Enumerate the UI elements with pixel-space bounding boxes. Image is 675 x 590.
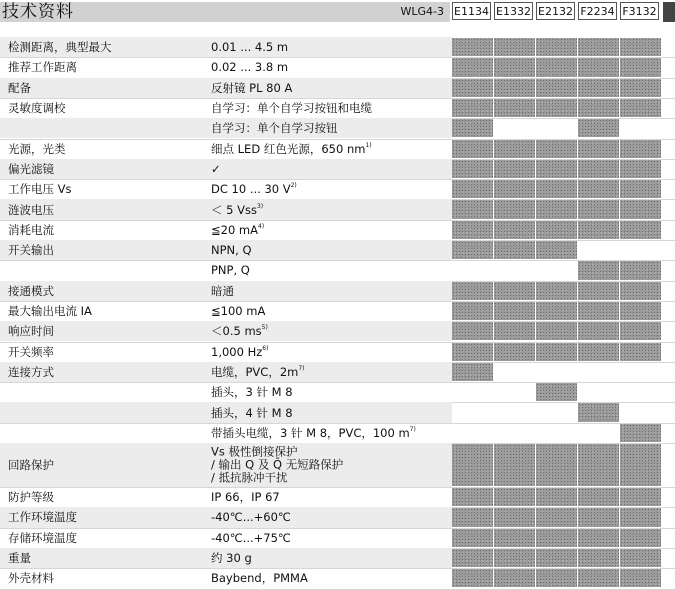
- availability-cell-filled: [494, 529, 535, 547]
- availability-cell-filled: [620, 221, 661, 239]
- model-label: WLG4-3: [400, 5, 444, 18]
- availability-cell-filled: [620, 160, 661, 178]
- table-row: [0, 362, 675, 382]
- row-value-text: 1,000 Hz: [211, 344, 263, 359]
- availability-cells: [452, 444, 662, 486]
- availability-cells: [452, 322, 662, 340]
- availability-cell-empty: [578, 241, 619, 259]
- availability-cell-empty: [494, 403, 535, 421]
- table-row: [0, 321, 675, 341]
- availability-cell-filled: [620, 79, 661, 97]
- availability-cell-filled: [578, 221, 619, 239]
- availability-cell-filled: [578, 488, 619, 506]
- availability-cell-filled: [452, 180, 493, 198]
- availability-cells: [452, 261, 662, 279]
- table-row: [0, 301, 675, 321]
- availability-cell-filled: [578, 508, 619, 526]
- availability-cell-empty: [578, 424, 619, 442]
- availability-cell-filled: [452, 99, 493, 117]
- table-row: [0, 37, 675, 57]
- availability-cells: [452, 180, 662, 198]
- availability-cell-filled: [536, 444, 577, 486]
- availability-cell-filled: [536, 160, 577, 178]
- footnote-ref: 6): [262, 344, 269, 352]
- availability-cell-empty: [620, 403, 661, 421]
- row-label: 接通模式: [8, 283, 54, 298]
- row-value: [211, 384, 293, 400]
- availability-cell-filled: [578, 343, 619, 361]
- row-value: [211, 223, 264, 237]
- availability-cell-filled: [578, 529, 619, 547]
- table-row: [0, 528, 675, 548]
- availability-cell-filled: [578, 322, 619, 340]
- row-value-text: ＜0.5 ms: [211, 324, 262, 339]
- header: [0, 0, 675, 24]
- availability-cell-filled: [494, 99, 535, 117]
- availability-cell-empty: [494, 119, 535, 137]
- availability-cell-filled: [536, 343, 577, 361]
- availability-cells: [452, 140, 662, 158]
- row-value: [211, 80, 292, 96]
- column-header: E1134: [452, 2, 491, 20]
- row-label: 外壳材料: [8, 571, 54, 586]
- row-value: [211, 141, 372, 157]
- column-header: E1332: [494, 2, 533, 20]
- availability-cell-filled: [536, 140, 577, 158]
- row-value: [211, 489, 280, 505]
- availability-cells: [452, 488, 662, 506]
- table-row: [0, 118, 675, 138]
- table-row: [0, 199, 675, 219]
- row-label: 灵敏度调校: [8, 101, 66, 116]
- availability-cell-filled: [452, 221, 493, 239]
- row-label: 响应时间: [8, 324, 54, 339]
- row-value: [211, 60, 288, 74]
- table-row: [0, 443, 675, 487]
- availability-cell-filled: [536, 488, 577, 506]
- availability-cell-filled: [620, 549, 661, 567]
- column-headers: [452, 2, 662, 22]
- row-label: 最大输出电流 IA: [8, 304, 92, 319]
- availability-cell-filled: [536, 58, 577, 76]
- availability-cell-filled: [620, 99, 661, 117]
- availability-cell-filled: [578, 261, 619, 279]
- availability-cells: [452, 424, 662, 442]
- table-row: [0, 139, 675, 159]
- row-label: 防护等级: [8, 490, 54, 505]
- availability-cell-filled: [620, 302, 661, 320]
- availability-cell-filled: [452, 200, 493, 218]
- availability-cell-filled: [494, 38, 535, 56]
- row-value-text: -40℃...+75℃: [211, 530, 291, 545]
- availability-cell-filled: [452, 569, 493, 587]
- availability-cell-filled: [620, 200, 661, 218]
- availability-cells: [452, 403, 662, 421]
- availability-cell-filled: [494, 200, 535, 218]
- row-value: [211, 182, 297, 196]
- availability-cell-filled: [620, 529, 661, 547]
- table-row: [0, 487, 675, 507]
- row-value-text: ✓: [211, 161, 221, 176]
- row-label: 消耗电流: [8, 222, 54, 237]
- availability-cell-filled: [578, 569, 619, 587]
- column-header: F2234: [578, 2, 617, 20]
- availability-cell-filled: [578, 302, 619, 320]
- row-label: 工作电压 Vs: [8, 182, 72, 197]
- availability-cell-filled: [452, 79, 493, 97]
- availability-cell-filled: [452, 549, 493, 567]
- availability-cell-filled: [452, 363, 493, 381]
- row-label: 开关输出: [8, 243, 54, 258]
- availability-cell-filled: [494, 160, 535, 178]
- availability-cell-filled: [578, 403, 619, 421]
- availability-cell-filled: [578, 140, 619, 158]
- availability-cells: [452, 119, 662, 137]
- row-value-text: IP 66，IP 67: [211, 490, 280, 505]
- availability-cell-filled: [536, 200, 577, 218]
- row-value: [211, 304, 265, 318]
- availability-cells: [452, 99, 662, 117]
- row-value: [211, 40, 288, 54]
- availability-cells: [452, 343, 662, 361]
- table-row: [0, 57, 675, 77]
- availability-cell-empty: [452, 383, 493, 401]
- availability-cell-filled: [620, 488, 661, 506]
- footnote-ref: 3): [256, 202, 264, 210]
- availability-cell-empty: [494, 424, 535, 442]
- availability-cell-filled: [536, 241, 577, 259]
- availability-cell-filled: [620, 424, 661, 442]
- availability-cell-filled: [578, 79, 619, 97]
- availability-cell-filled: [620, 508, 661, 526]
- table-row: [0, 220, 675, 240]
- availability-cells: [452, 383, 662, 401]
- column-header: F3132: [620, 2, 659, 20]
- table-row: [0, 98, 675, 118]
- availability-cells: [452, 529, 662, 547]
- availability-cell-filled: [494, 444, 535, 486]
- table-row: [0, 179, 675, 199]
- row-value-text: PNP, Q: [211, 263, 250, 278]
- row-label: 连接方式: [8, 364, 54, 379]
- availability-cell-filled: [452, 529, 493, 547]
- availability-cell-filled: [494, 343, 535, 361]
- row-value-text: 自学习：单个自学习按钮和电缆: [211, 101, 372, 116]
- availability-cell-filled: [494, 549, 535, 567]
- availability-cells: [452, 38, 662, 56]
- availability-cell-filled: [620, 322, 661, 340]
- availability-cell-filled: [578, 200, 619, 218]
- row-label: 推荐工作距离: [8, 60, 77, 75]
- table-row: [0, 240, 675, 260]
- row-value-line: / 抵抗脉冲干扰: [211, 470, 288, 485]
- header-end-block: [663, 2, 675, 22]
- availability-cell-filled: [536, 99, 577, 117]
- row-label: 存储环境温度: [8, 530, 77, 545]
- page-title: 技术资料: [2, 2, 74, 22]
- footnote-ref: 1): [365, 141, 372, 149]
- availability-cell-filled: [620, 343, 661, 361]
- row-value-line: Vs 极性倒接保护: [211, 444, 298, 459]
- availability-cell-filled: [452, 488, 493, 506]
- availability-cell-filled: [536, 529, 577, 547]
- availability-cell-filled: [536, 79, 577, 97]
- availability-cell-filled: [494, 180, 535, 198]
- row-label: 涟波电压: [8, 202, 54, 217]
- availability-cell-filled: [452, 38, 493, 56]
- row-value: [211, 510, 291, 524]
- availability-cell-empty: [536, 119, 577, 137]
- row-label: 回路保护: [8, 458, 54, 472]
- availability-cells: [452, 508, 662, 526]
- row-value-text: 反射镜 PL 80 A: [211, 80, 293, 95]
- table-row: [0, 507, 675, 527]
- availability-cell-empty: [452, 403, 493, 421]
- row-value: [211, 446, 343, 485]
- row-value: [211, 570, 308, 586]
- row-value-line: / 输出 Q 及 Q̄ 无短路保护: [211, 457, 344, 472]
- availability-cell-filled: [620, 140, 661, 158]
- row-value-text: 约 30 g: [211, 551, 252, 566]
- row-value: [211, 345, 268, 359]
- row-value: [211, 550, 252, 566]
- row-value: [211, 283, 234, 299]
- availability-cell-filled: [578, 38, 619, 56]
- column-header: E2132: [536, 2, 575, 20]
- availability-cell-empty: [578, 383, 619, 401]
- availability-cells: [452, 200, 662, 218]
- availability-cell-filled: [452, 444, 493, 486]
- availability-cell-empty: [620, 363, 661, 381]
- row-value-text: 插头，4 针 M 8: [211, 405, 293, 420]
- availability-cells: [452, 282, 662, 300]
- availability-cell-filled: [494, 241, 535, 259]
- availability-cell-filled: [536, 282, 577, 300]
- row-value: [211, 531, 291, 545]
- availability-cell-filled: [452, 282, 493, 300]
- availability-cell-filled: [494, 79, 535, 97]
- availability-cells: [452, 549, 662, 567]
- row-value-text: Baybend，PMMA: [211, 571, 308, 586]
- row-label: 工作环境温度: [8, 510, 77, 525]
- availability-cell-empty: [536, 403, 577, 421]
- table-row: [0, 568, 675, 588]
- table-row: [0, 548, 675, 568]
- availability-cell-filled: [578, 119, 619, 137]
- row-label: 检测距离，典型最大: [8, 40, 112, 55]
- availability-cell-filled: [452, 508, 493, 526]
- availability-cell-empty: [494, 383, 535, 401]
- row-background: [0, 159, 452, 179]
- row-label: 开关频率: [8, 344, 54, 359]
- availability-cell-filled: [620, 180, 661, 198]
- row-divider: [0, 589, 675, 590]
- availability-cells: [452, 58, 662, 76]
- table-row: [0, 423, 675, 443]
- availability-cell-empty: [620, 119, 661, 137]
- row-value: [211, 263, 250, 277]
- row-value: [211, 364, 305, 380]
- availability-cell-empty: [620, 383, 661, 401]
- availability-cell-filled: [452, 241, 493, 259]
- row-value: [211, 425, 416, 441]
- table-row: [0, 78, 675, 98]
- availability-cell-filled: [620, 38, 661, 56]
- availability-cell-filled: [452, 119, 493, 137]
- footnote-ref: 2): [290, 182, 297, 190]
- availability-cell-filled: [452, 322, 493, 340]
- availability-cell-filled: [536, 322, 577, 340]
- availability-cell-empty: [494, 363, 535, 381]
- availability-cell-filled: [494, 58, 535, 76]
- availability-cell-filled: [536, 383, 577, 401]
- table-row: [0, 402, 675, 422]
- availability-cell-filled: [578, 160, 619, 178]
- row-label: 重量: [8, 551, 31, 566]
- availability-cell-filled: [452, 160, 493, 178]
- availability-cell-filled: [620, 261, 661, 279]
- row-value-text: ≦100 mA: [211, 304, 266, 319]
- row-value-text: 细点 LED 红色光源，650 nm: [211, 141, 366, 156]
- table-row: [0, 260, 675, 280]
- row-value: [211, 202, 263, 218]
- availability-cell-empty: [494, 261, 535, 279]
- availability-cell-filled: [494, 488, 535, 506]
- availability-cell-empty: [578, 363, 619, 381]
- availability-cell-filled: [620, 569, 661, 587]
- row-value-text: ＜ 5 Vss: [211, 202, 257, 217]
- footnote-ref: 5): [261, 324, 268, 332]
- row-value: [211, 120, 338, 136]
- availability-cell-filled: [494, 140, 535, 158]
- availability-cell-filled: [578, 444, 619, 486]
- availability-cell-filled: [452, 343, 493, 361]
- footnote-ref: 7): [298, 364, 305, 372]
- availability-cell-empty: [620, 241, 661, 259]
- availability-cell-filled: [494, 221, 535, 239]
- table-row: [0, 281, 675, 301]
- row-value-text: 暗通: [211, 283, 234, 298]
- row-value: [211, 100, 372, 116]
- availability-cell-filled: [536, 38, 577, 56]
- row-label: 偏光滤镜: [8, 161, 54, 176]
- availability-cell-empty: [536, 424, 577, 442]
- row-value-text: 带插头电缆，3 针 M 8，PVC，100 m: [211, 425, 410, 440]
- footnote-ref: 4): [258, 222, 265, 230]
- availability-cells: [452, 569, 662, 587]
- footnote-ref: 7): [409, 425, 416, 433]
- availability-cells: [452, 302, 662, 320]
- row-value: [211, 405, 293, 421]
- availability-cell-filled: [452, 58, 493, 76]
- row-value: [211, 162, 221, 176]
- availability-cell-filled: [452, 302, 493, 320]
- availability-cell-filled: [578, 99, 619, 117]
- row-value: [211, 323, 268, 339]
- availability-cell-empty: [536, 261, 577, 279]
- availability-cells: [452, 241, 662, 259]
- availability-cell-filled: [494, 282, 535, 300]
- availability-cell-filled: [536, 180, 577, 198]
- availability-cell-filled: [620, 282, 661, 300]
- availability-cell-empty: [452, 424, 493, 442]
- availability-cell-filled: [494, 302, 535, 320]
- table-row: [0, 342, 675, 362]
- availability-cell-filled: [452, 140, 493, 158]
- availability-cell-filled: [536, 569, 577, 587]
- availability-cell-filled: [536, 221, 577, 239]
- availability-cell-filled: [620, 444, 661, 486]
- availability-cell-filled: [578, 58, 619, 76]
- row-value-text: ≦20 mA: [211, 222, 258, 237]
- row-value-text: -40℃...+60℃: [211, 510, 291, 525]
- availability-cell-filled: [620, 58, 661, 76]
- row-value-text: 自学习：单个自学习按钮: [211, 121, 338, 136]
- row-value-text: 插头，3 针 M 8: [211, 385, 293, 400]
- availability-cell-filled: [494, 508, 535, 526]
- row-value-text: 0.02 ... 3.8 m: [211, 60, 289, 75]
- availability-cell-empty: [452, 261, 493, 279]
- availability-cells: [452, 221, 662, 239]
- availability-cells: [452, 363, 662, 381]
- availability-cells: [452, 79, 662, 97]
- row-value-text: DC 10 ... 30 V: [211, 182, 291, 197]
- header-bar: [0, 2, 450, 22]
- availability-cell-filled: [536, 508, 577, 526]
- availability-cell-filled: [536, 302, 577, 320]
- availability-cell-filled: [578, 180, 619, 198]
- row-value-text: 0.01 ... 4.5 m: [211, 40, 289, 55]
- availability-cell-filled: [578, 549, 619, 567]
- table-row: [0, 159, 675, 179]
- availability-cell-filled: [578, 282, 619, 300]
- availability-cell-filled: [536, 549, 577, 567]
- row-value: [211, 243, 252, 257]
- table-row: [0, 382, 675, 402]
- row-value-text: NPN, Q: [211, 243, 252, 258]
- availability-cell-filled: [494, 322, 535, 340]
- availability-cell-empty: [536, 363, 577, 381]
- row-value-text: 电缆，PVC，2m: [211, 364, 299, 379]
- availability-cell-filled: [494, 569, 535, 587]
- row-label: 光源，光类: [8, 141, 66, 156]
- availability-cells: [452, 160, 662, 178]
- row-label: 配备: [8, 80, 31, 95]
